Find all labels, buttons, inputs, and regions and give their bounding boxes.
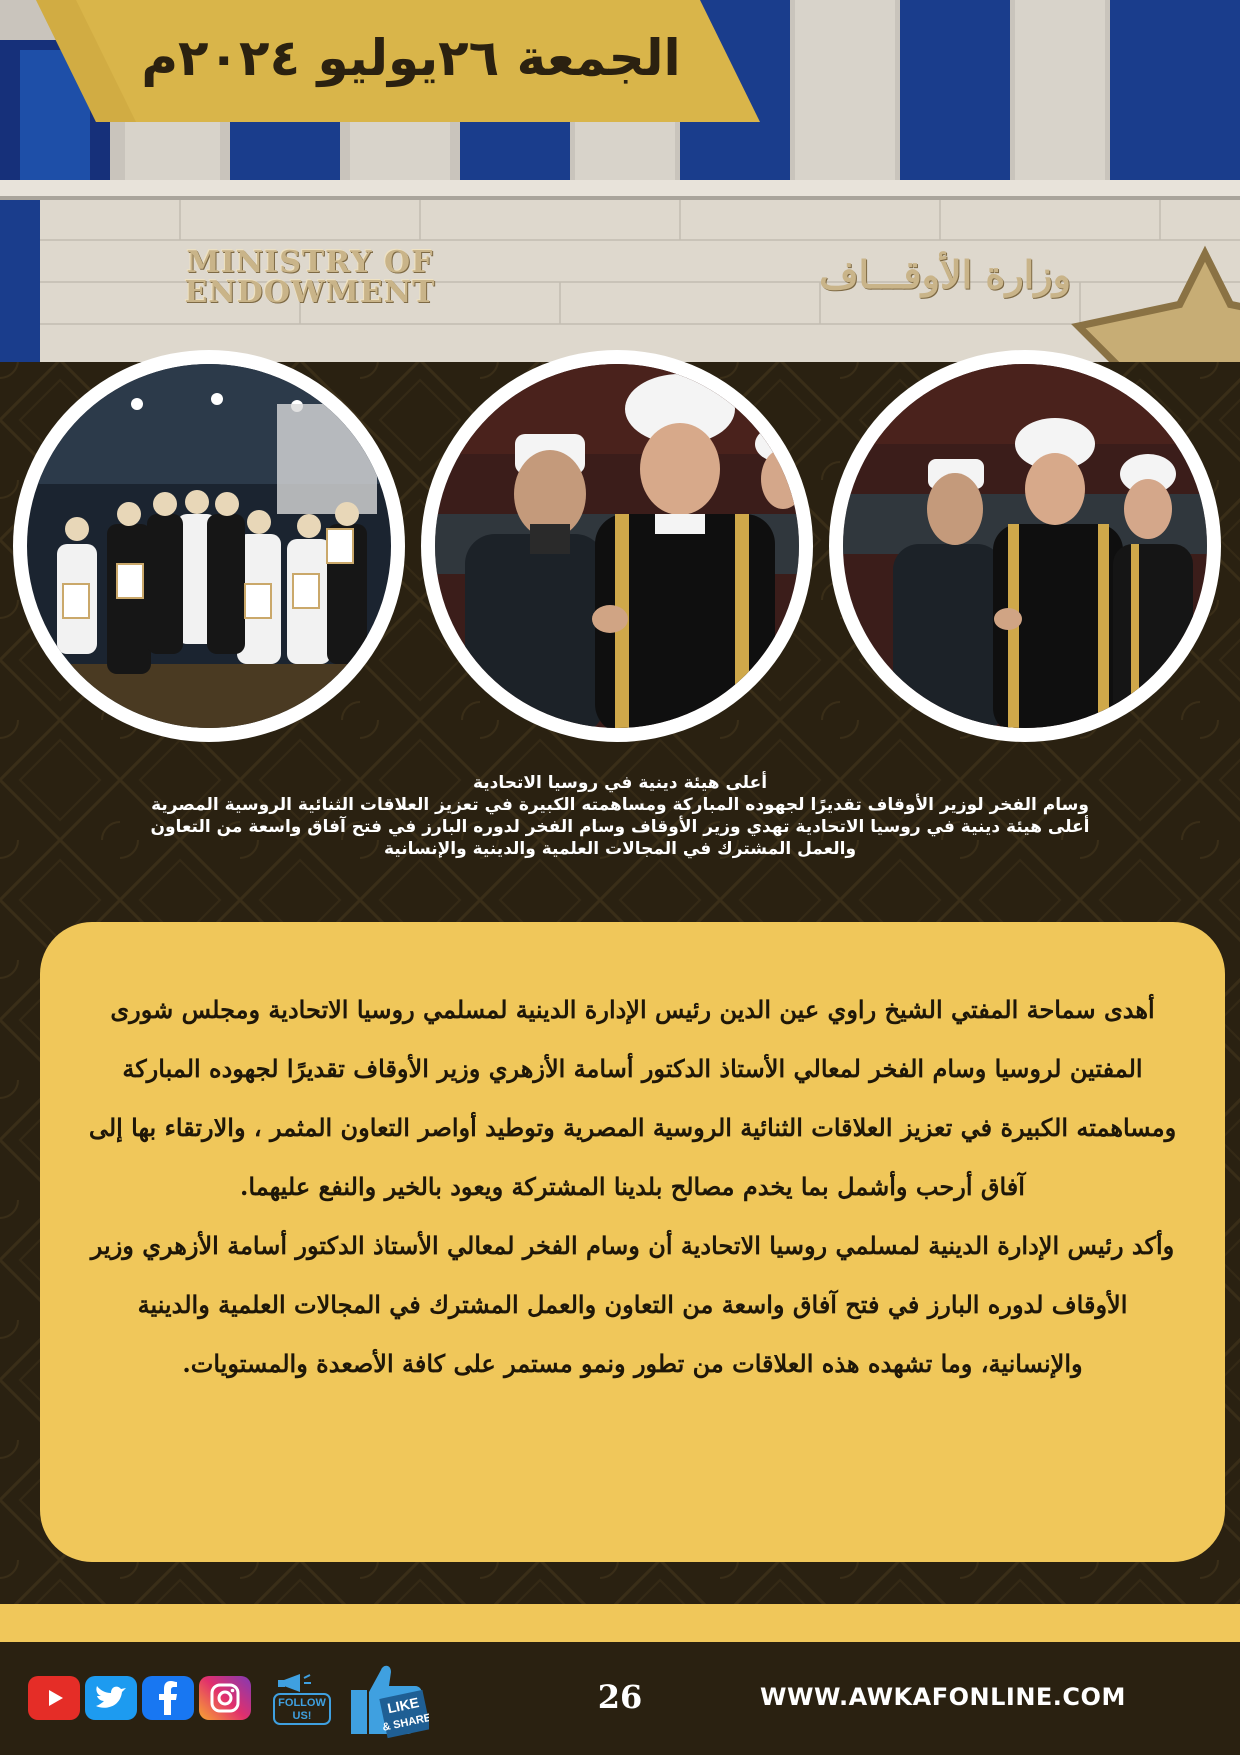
caption-line: أعلى هيئة دينية في روسيا الاتحادية تهدي وزير الأوقاف وسام الفخر لدوره البارز في فتح آفاق واسعة من التعاون [150, 817, 1090, 837]
building-sign-arabic: وزارة الأوقـــاف [819, 252, 1071, 297]
follow-label: US! [292, 1710, 312, 1722]
date-banner [36, 0, 760, 122]
article-paragraph: أهدى سماحة المفتي الشيخ راوي عين الدين رئيس الإدارة الدينية لمسلمي روسيا الاتحادية ومجلس شورى المفتين لروسيا وسام الفخر لمعالي الأستاذ الدكتور أسامة الأزهري وزير الأوقاف تقديرًا لجهوده المباركة ومساهمته الكبيرة في تعزيز العلاقات الثنائية الروسية المصرية وتوطيد أواصر التعاون المثمر ، والارتقاء بها إلى آفاق أرحب وأشمل بما يخدم مصالح بلدينا المشتركة ويعود بالخير والنفع عليهما. [88, 995, 1177, 1201]
like-label: LIKE [385, 1694, 421, 1717]
page-number: 26 [597, 1678, 643, 1716]
caption-line: أعلى هيئة دينية في روسيا الاتحادية [472, 773, 768, 793]
article-paragraph: وأكد رئيس الإدارة الدينية لمسلمي روسيا الاتحادية أن وسام الفخر لمعالي الأستاذ الدكتور أسامة الأزهري وزير الأوقاف لدوره البارز في فتح آفاق واسعة من التعاون والعمل المشترك في المجالات العلمية والدينية والإنسانية، وما تشهده هذه العلاقات من تطور ونمو مستمر على كافة الأصعدة والمستويات. [90, 1231, 1175, 1378]
building-sign-english: MINISTRY OF ENDOWMENT [184, 245, 436, 310]
twitter-icon[interactable] [85, 1676, 137, 1720]
issue-date: الجمعة ٢٦يوليو ٢٠٢٤م [141, 29, 681, 87]
megaphone-icon [278, 1674, 311, 1692]
gold-divider-band [0, 1604, 1240, 1642]
caption-line: والعمل المشترك في المجالات العلمية والدينية والإنسانية [383, 839, 857, 859]
photo-group-ceremony [13, 350, 405, 742]
follow-label: FOLLOW [278, 1697, 326, 1709]
like-share-badge[interactable] [345, 1656, 429, 1740]
share-label: & SHARE [381, 1711, 429, 1734]
follow-us-badge[interactable] [270, 1670, 334, 1726]
caption-line: وسام الفخر لوزير الأوقاف تقديرًا لجهوده المباركة ومساهمته الكبيرة في تعزيز العلاقات الثنائية الروسية المصرية [151, 795, 1089, 815]
facebook-icon[interactable] [142, 1676, 194, 1720]
photo-caption [30, 772, 1210, 860]
article-box [40, 922, 1225, 1562]
instagram-icon[interactable] [199, 1676, 251, 1720]
youtube-icon[interactable] [28, 1676, 80, 1720]
photo-award-handshake [829, 350, 1221, 742]
photo-award-handshake-closeup [421, 350, 813, 742]
eagle-emblem-icon [585, 232, 675, 332]
website-link[interactable]: WWW.AWKAFONLINE.COM [760, 1683, 1126, 1711]
